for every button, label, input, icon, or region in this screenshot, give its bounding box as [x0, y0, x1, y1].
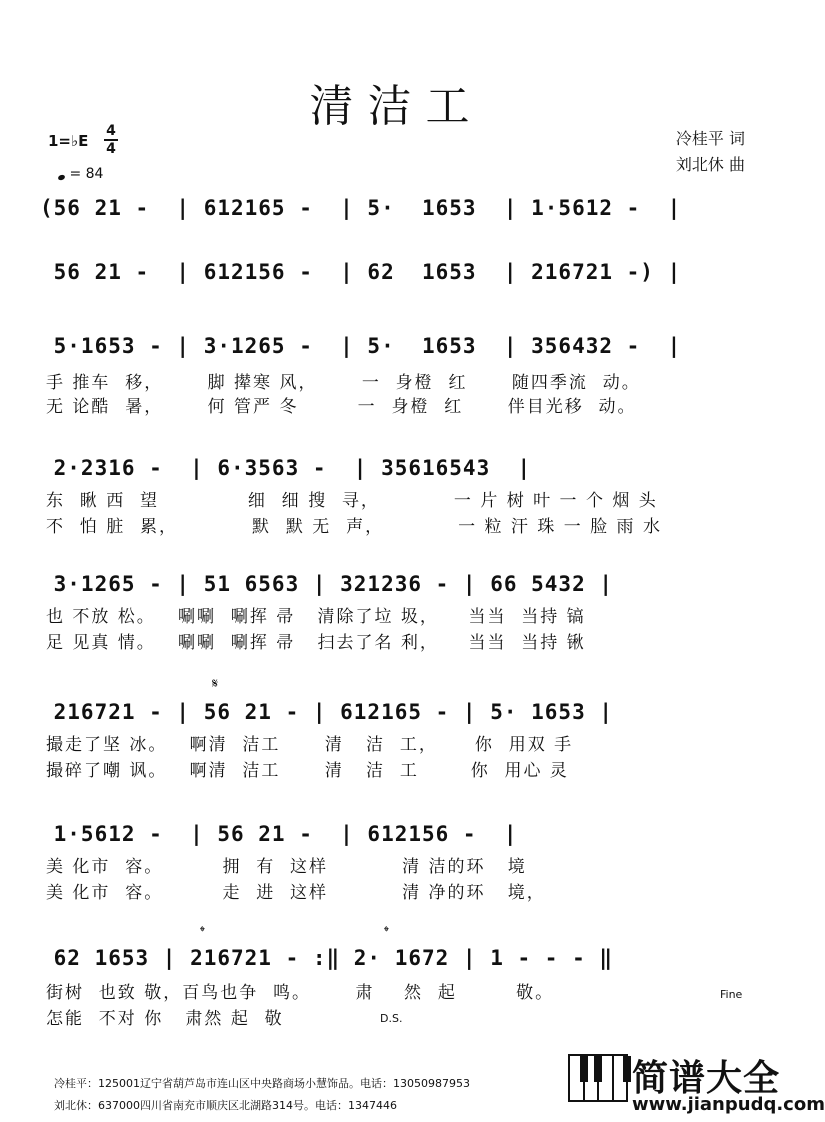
- lyrics-verse-1: 手 推车 移， 脚 撵寒 风， 一 身橙 红 随四季流 动。: [46, 373, 641, 393]
- time-signature-bottom: 4: [106, 141, 116, 157]
- quarter-note-icon: [57, 174, 65, 181]
- fine-mark: Fine: [720, 988, 743, 1001]
- logo-name: 简谱大全: [632, 1058, 781, 1099]
- time-signature-top: 4: [106, 123, 116, 139]
- piano-keys-icon: [568, 1054, 628, 1102]
- notes: (56 21 - | 612165 - | 5· 1653 | 1·5612 - |: [40, 196, 682, 220]
- tempo-value: = 84: [69, 166, 104, 182]
- ds-mark: D.S.: [380, 1012, 403, 1025]
- coda-mark-2: 𝄌: [384, 924, 389, 940]
- coda-mark: 𝄌: [200, 924, 205, 940]
- notes: 56 21 - | 612156 - | 62 1653 | 216721 -) |: [40, 260, 682, 284]
- composer: 刘北休 曲: [675, 155, 745, 174]
- credits: [676, 126, 745, 178]
- lyrics-verse-2: 无 论酷 暑， 何 管严 冬 一 身橙 红 伴目光移 动。: [46, 397, 637, 417]
- logo-url: www.jianpudq.com: [632, 1094, 825, 1115]
- page-title: 清洁工: [309, 81, 484, 132]
- notes: 62 1653 | 216721 - :‖ 2· 1672 | 1 - - - ‖: [40, 946, 614, 970]
- site-logo: [568, 1050, 825, 1122]
- segno-mark: 𝄋: [212, 676, 219, 692]
- lyricist: 冷桂平 词: [675, 129, 745, 148]
- lyrics-verse-2: 怎能 不对 你 肃然 起 敬: [46, 1009, 284, 1029]
- lyrics-verse-1: 东 瞅 西 望 细 细 搜 寻， 一 片 树 叶 一 个 烟 头: [46, 491, 658, 511]
- notes: 3·1265 - | 51 6563 | 321236 - | 66 5432 |: [40, 572, 614, 596]
- lyrics-verse-2: 不 怕 脏 累， 默 默 无 声， 一 粒 汗 珠 一 脸 雨 水: [46, 517, 662, 537]
- footer-line-composer: 刘北休：637000四川省南充市顺庆区北湖路314号。电话：1347446: [54, 1099, 397, 1112]
- lyrics-verse-2: 足 见真 情。 唰唰 唰挥 帚 扫去了名 利， 当当 当持 锹: [46, 633, 586, 653]
- lyrics-verse-1: 撮走了坚 冰。 啊清 洁工 清 洁 工， 你 用双 手: [46, 735, 574, 755]
- footer-line-lyricist: 冷桂平：125001辽宁省葫芦岛市连山区中央路商场小慧饰品。电话：13050987953: [54, 1077, 470, 1090]
- lyrics-verse-1: 美 化市 容。 拥 有 这样 清 洁的环 境: [46, 857, 527, 877]
- lyrics-verse-2: 撮碎了嘲 讽。 啊清 洁工 清 洁 工 你 用心 灵: [46, 761, 569, 781]
- lyrics-verse-2: 美 化市 容。 走 进 这样 清 净的环 境，: [46, 883, 546, 903]
- notes: 2·2316 - | 6·3563 - | 35616543 |: [40, 456, 532, 480]
- lyrics-verse-1: 街树 也致 敬，百鸟也争 鸣。 肃 然 起 敬。: [46, 983, 555, 1003]
- notes: 5·1653 - | 3·1265 - | 5· 1653 | 356432 - |: [40, 334, 682, 358]
- contact-footer: [54, 1073, 470, 1117]
- time-signature: [104, 124, 118, 156]
- lyrics-verse-1: 也 不放 松。 唰唰 唰挥 帚 清除了垃 圾， 当当 当持 镐: [46, 607, 586, 627]
- notes: 216721 - | 56 21 - | 612165 - | 5· 1653 |: [40, 700, 614, 724]
- tempo-mark: [58, 166, 103, 182]
- notes: 1·5612 - | 56 21 - | 612156 - |: [40, 822, 518, 846]
- key-signature: 1=♭E: [48, 132, 89, 150]
